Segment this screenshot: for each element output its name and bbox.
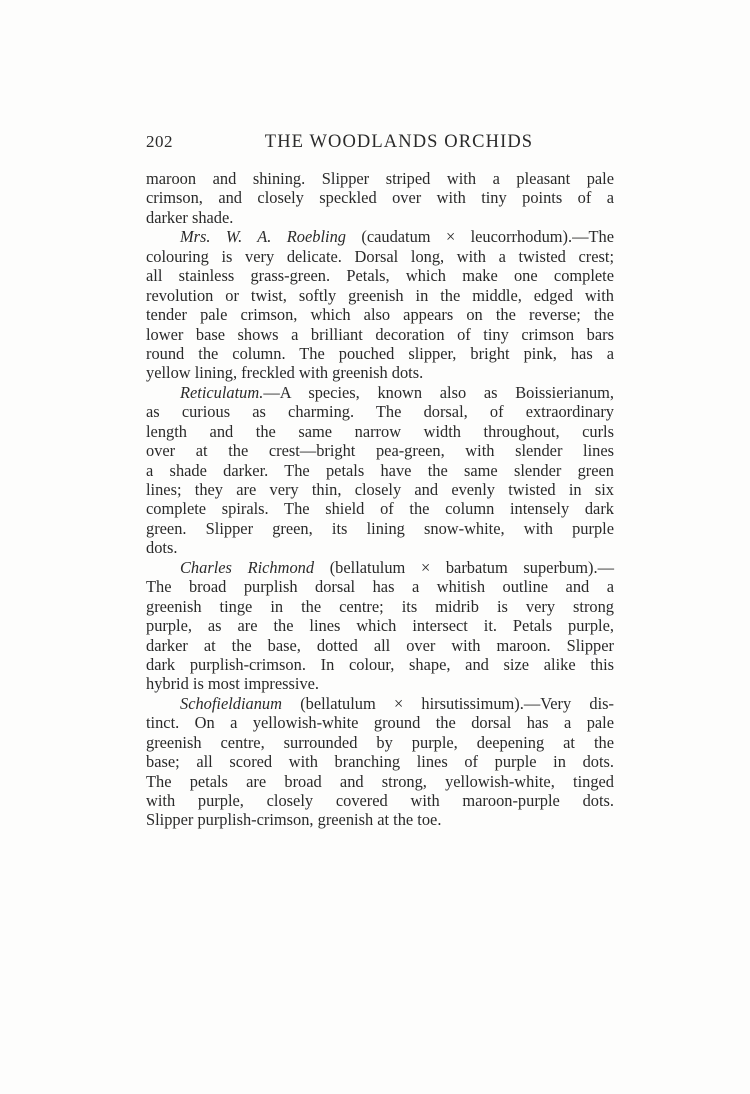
text-line: green. Slipper green, its lining snow-white, with purple xyxy=(146,518,614,538)
text-line: dark purplish-crimson. In colour, shape, and size alike this xyxy=(146,654,614,674)
entry-heading-line xyxy=(146,558,614,577)
entry-heading-line xyxy=(146,383,614,402)
text-line: tinct. On a yellowish-white ground the dorsal has a pale xyxy=(146,713,614,733)
text-line: The broad purplish dorsal has a whitish outline and a xyxy=(146,577,614,597)
entry-heading-line xyxy=(146,227,614,246)
text-line: over at the crest—bright pea-green, with slender lines xyxy=(146,441,614,461)
entry-description: —A species, known also as Boissierianum, xyxy=(263,382,614,402)
text-line: a shade darker. The petals have the same slender green xyxy=(146,460,614,480)
text-line: tender pale crimson, which also appears on the reverse; the xyxy=(146,305,614,325)
text-line: greenish tinge in the centre; its midrib is very strong xyxy=(146,596,614,616)
text-line: darker shade. xyxy=(146,207,234,227)
orchid-name: Mrs. W. A. Roebling xyxy=(180,227,346,247)
page-header xyxy=(146,132,614,158)
text-line: The petals are broad and strong, yellowish-white, tinged xyxy=(146,771,614,791)
text-line: base; all scored with branching lines of purple in dots. xyxy=(146,752,614,772)
text-line: Slipper purplish-crimson, greenish at the toe. xyxy=(146,810,442,830)
orchid-name: Reticulatum. xyxy=(180,382,264,402)
text-line: length and the same narrow width throughout, curls xyxy=(146,421,614,441)
text-line: colouring is very delicate. Dorsal long, with a twisted crest; xyxy=(146,246,614,266)
text-line: dots. xyxy=(146,538,178,558)
text-line: crimson, and closely speckled over with tiny points of a xyxy=(146,188,614,208)
text-line: darker at the base, dotted all over with maroon. Slipper xyxy=(146,635,614,655)
text-line: lines; they are very thin, closely and evenly twisted in six xyxy=(146,480,614,499)
text-line: maroon and shining. Slipper striped with a pleasant pale xyxy=(146,169,614,188)
text-line: hybrid is most impressive. xyxy=(146,674,320,694)
entry-description: (caudatum × leucorrhodum).—The xyxy=(345,227,614,247)
running-title: THE WOODLANDS ORCHIDS xyxy=(264,132,534,152)
text-line: all stainless grass-green. Petals, which make one complete xyxy=(146,266,614,286)
entry-heading-line xyxy=(146,694,614,713)
text-line: as curious as charming. The dorsal, of extraordinary xyxy=(146,402,614,422)
text-line: greenish centre, surrounded by purple, deepening at the xyxy=(146,732,614,752)
text-line: yellow lining, freckled with greenish dots. xyxy=(146,363,424,383)
text-line: revolution or twist, softly greenish in the middle, edged with xyxy=(146,285,614,305)
entry-description: (bellatulum × hirsutissimum).—Very dis- xyxy=(281,693,614,713)
body-text xyxy=(146,169,614,830)
text-line: complete spirals. The shield of the column intensely dark xyxy=(146,499,614,519)
text-line: round the column. The pouched slipper, bright pink, has a xyxy=(146,343,614,363)
text-line: purple, as are the lines which intersect it. Petals purple, xyxy=(146,616,614,636)
entry-description: (bellatulum × barbatum superbum).— xyxy=(314,557,615,577)
text-line: lower base shows a brilliant decoration of tiny crimson bars xyxy=(146,324,614,344)
text-line: with purple, closely covered with maroon-purple dots. xyxy=(146,791,614,810)
orchid-name: Charles Richmond xyxy=(180,557,315,577)
page-number: 202 xyxy=(146,132,173,151)
orchid-name: Schofieldianum xyxy=(180,693,282,713)
